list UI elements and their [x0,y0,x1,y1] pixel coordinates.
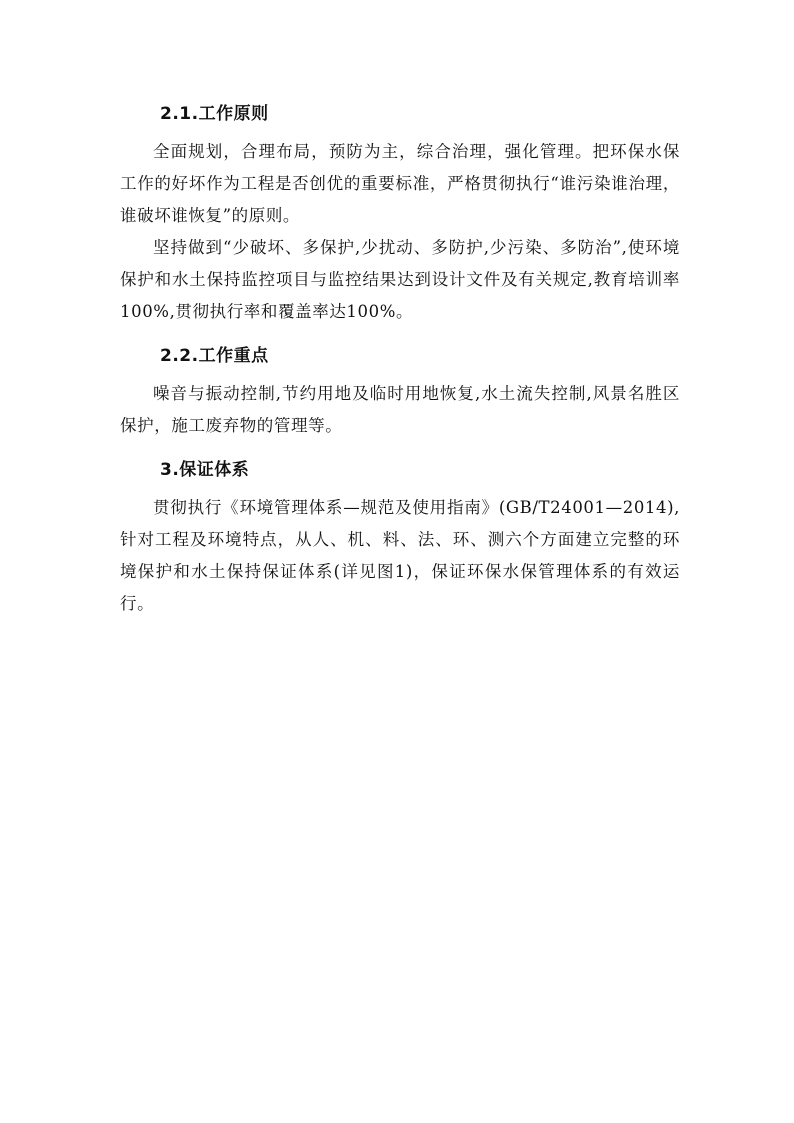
paragraph-assurance-system: 贯彻执行《环境管理体系—规范及使用指南》(GB/T24001—2014),针对工程及环境特点，从人、机、料、法、环、测六个方面建立完整的环境保护和水土保持保证体系(详见图1)，保证环保水保管理体系的有效运行。 [120,498,680,613]
paragraph-work-focus: 噪音与振动控制,节约用地及临时用地恢复,水土流失控制,风景名胜区保护，施工废弃物的管理等。 [120,384,680,435]
paragraph-principles-commitment: 坚持做到“少破坏、多保护,少扰动、多防护,少污染、多防治”,使环境保护和水土保持监控项目与监控结果达到设计文件及有关规定,教育培训率100%,贯彻执行率和覆盖率达100%。 [120,238,680,321]
section-work-focus [120,342,680,442]
section-work-principles [120,100,680,328]
document-content [120,100,680,620]
section-heading-work-focus: 2.2.工作重点 [160,346,269,366]
section-assurance-system [120,456,680,620]
paragraph-principles-overview: 全面规划，合理布局，预防为主，综合治理，强化管理。把环保水保工作的好坏作为工程是否创优的重要标准，严格贯彻执行“谁污染谁治理，谁破坏谁恢复”的原则。 [120,142,680,225]
section-heading-assurance-system: 3.保证体系 [160,460,250,480]
section-heading-work-principles: 2.1.工作原则 [160,104,269,124]
